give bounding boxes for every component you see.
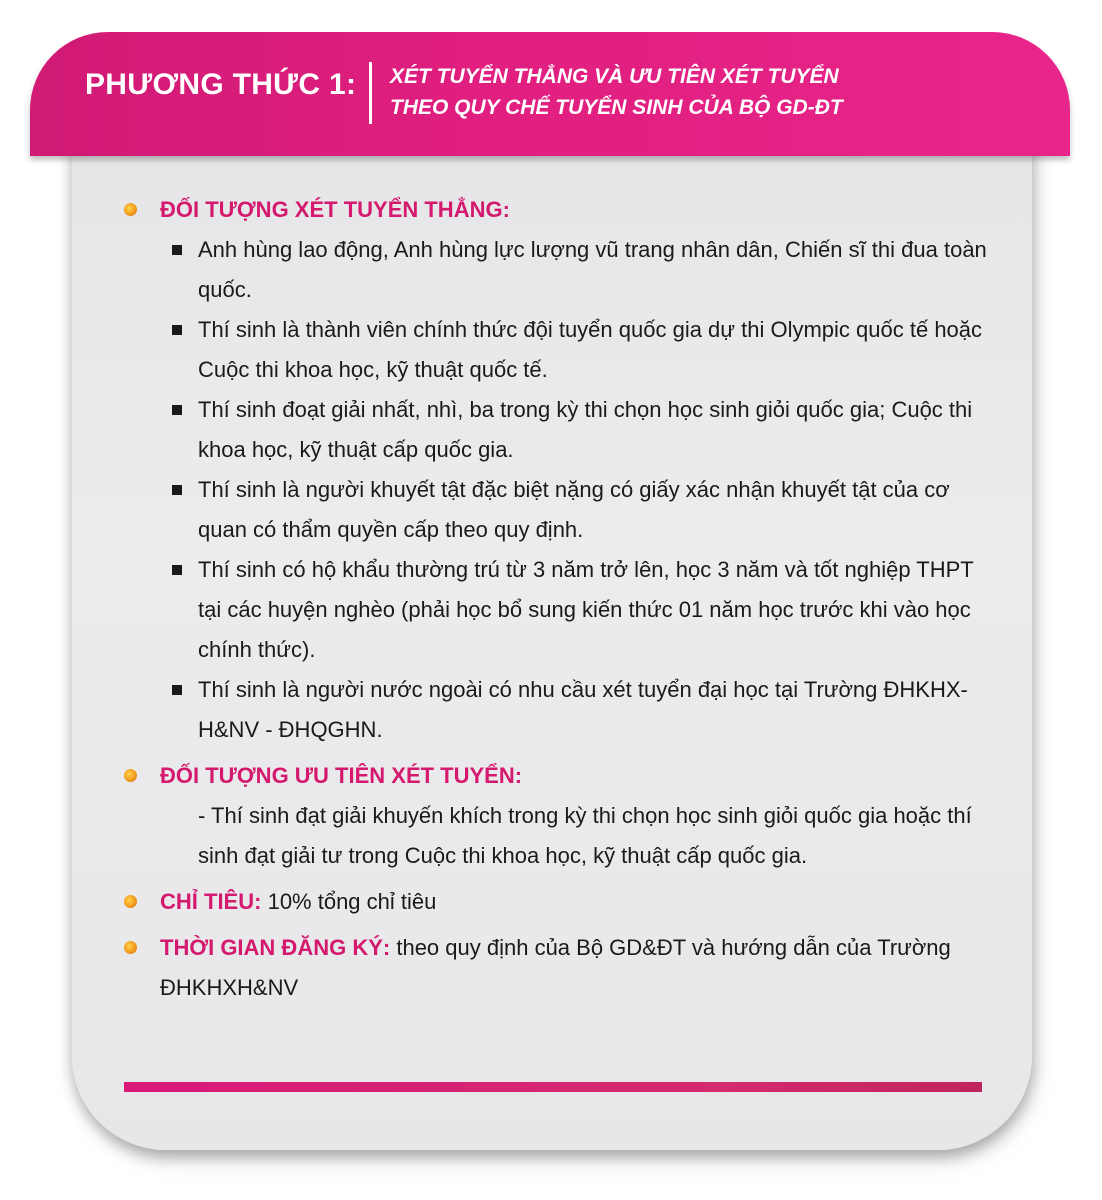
- priority-text: - Thí sinh đạt giải khuyến khích trong kỳ thi chọn học sinh giỏi quốc gia hoặc thí sinh đạt giải tư trong Cuộc thi khoa học, kỹ thuật cấp quốc gia.: [198, 803, 972, 868]
- header-banner: [30, 32, 1070, 156]
- section-heading: ĐỐI TƯỢNG XÉT TUYỂN THẲNG:: [160, 197, 510, 222]
- square-bullet-icon: [172, 485, 182, 495]
- square-bullet-icon: [172, 565, 182, 575]
- registration-text: theo quy định của Bộ GD&ĐT và hướng dẫn của Trường ĐHKHXH&NV: [160, 935, 951, 1000]
- list-item: Thí sinh có hộ khẩu thường trú từ 3 năm trở lên, học 3 năm và tốt nghiệp THPT tại các huyện nghèo (phải học bổ sung kiến thức 01 năm học trước khi vào học chính thức).: [196, 550, 1000, 670]
- list-item: Thí sinh là thành viên chính thức đội tuyển quốc gia dự thi Olympic quốc tế hoặc Cuộc thi khoa học, kỹ thuật quốc tế.: [196, 310, 1000, 390]
- list-item: Anh hùng lao động, Anh hùng lực lượng vũ trang nhân dân, Chiến sĩ thi đua toàn quốc.: [196, 230, 1000, 310]
- orange-bullet-icon: [124, 895, 137, 908]
- square-bullet-icon: [172, 405, 182, 415]
- section-priority-admission: [120, 756, 1000, 876]
- method-title-line2: THEO QUY CHẾ TUYỂN SINH CỦA BỘ GD-ĐT: [390, 96, 843, 119]
- list-item: Thí sinh đoạt giải nhất, nhì, ba trong kỳ thi chọn học sinh giỏi quốc gia; Cuộc thi khoa học, kỹ thuật cấp quốc gia.: [196, 390, 1000, 470]
- orange-bullet-icon: [124, 769, 137, 782]
- bottom-divider: [124, 1082, 982, 1092]
- method-title: [390, 61, 843, 123]
- content-body: [120, 190, 1000, 1014]
- orange-bullet-icon: [124, 941, 137, 954]
- header-divider: [369, 62, 372, 124]
- square-bullet-icon: [172, 685, 182, 695]
- section-quota: [120, 882, 1000, 922]
- square-bullet-icon: [172, 245, 182, 255]
- section-heading: CHỈ TIÊU:: [160, 889, 262, 914]
- quota-text: 10% tổng chỉ tiêu: [267, 889, 437, 914]
- method-title-line1: XÉT TUYỂN THẲNG VÀ ƯU TIÊN XÉT TUYỂN: [390, 65, 839, 88]
- list-item: Thí sinh là người nước ngoài có nhu cầu xét tuyển đại học tại Trường ĐHKHX-H&NV - ĐHQGHN.: [196, 670, 1000, 750]
- method-label: PHƯƠNG THỨC 1:: [85, 68, 357, 101]
- section-direct-admission: [120, 190, 1000, 750]
- section-heading: ĐỐI TƯỢNG ƯU TIÊN XÉT TUYỂN:: [160, 763, 523, 788]
- section-registration-time: [120, 928, 1000, 1008]
- list-item: Thí sinh là người khuyết tật đặc biệt nặng có giấy xác nhận khuyết tật của cơ quan có thẩm quyền cấp theo quy định.: [196, 470, 1000, 550]
- section-heading: THỜI GIAN ĐĂNG KÝ:: [160, 935, 391, 960]
- orange-bullet-icon: [124, 203, 137, 216]
- criteria-list: [160, 230, 1000, 750]
- square-bullet-icon: [172, 325, 182, 335]
